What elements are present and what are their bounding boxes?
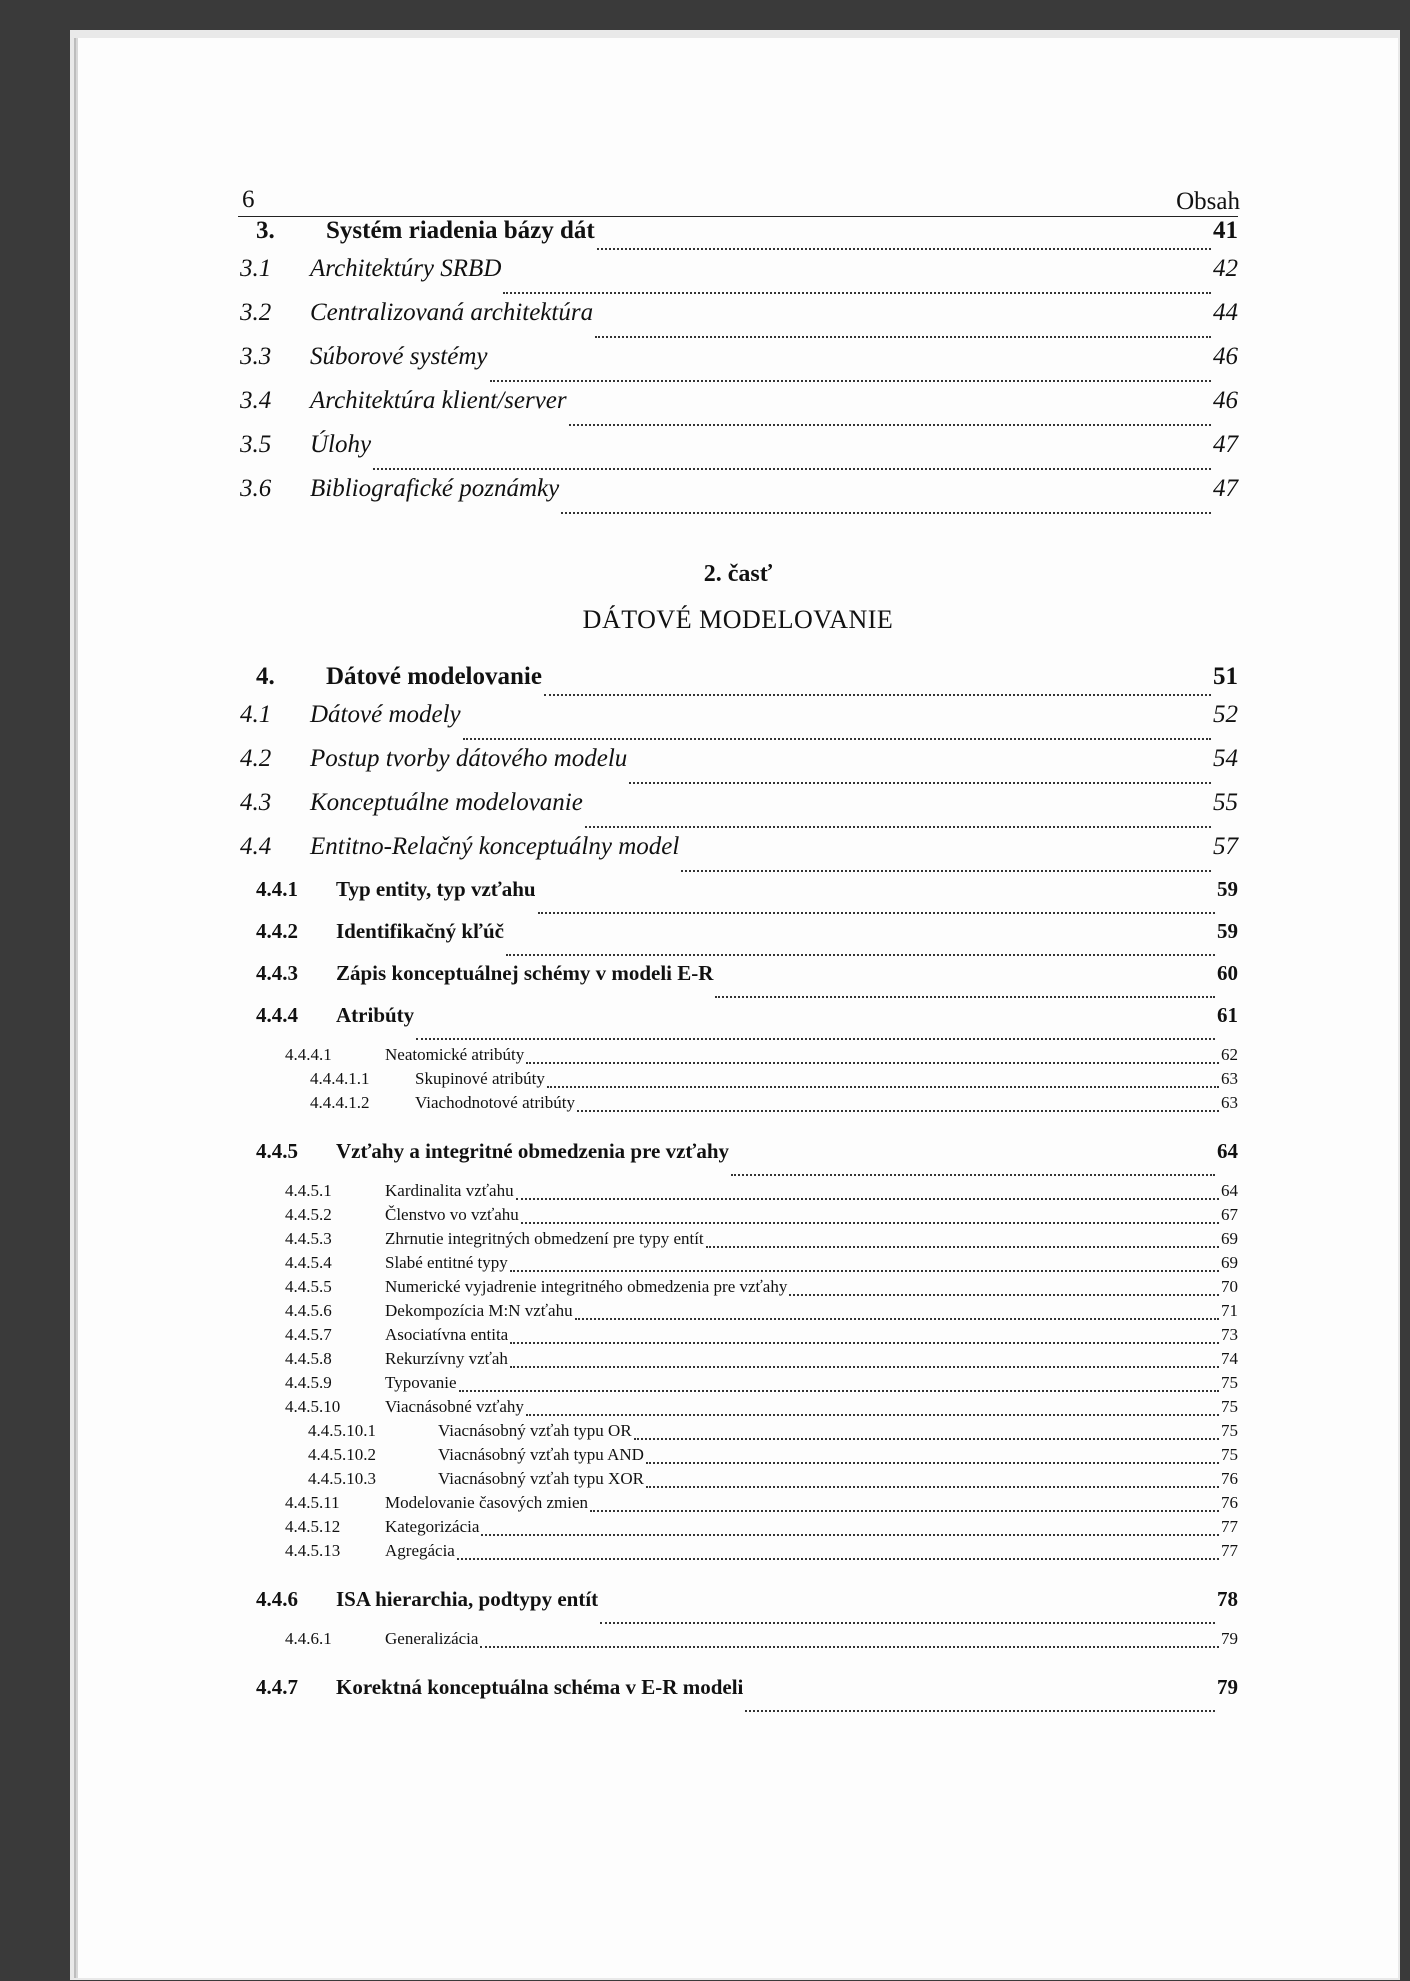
toc-entry-number: 3. bbox=[256, 217, 275, 244]
toc-leader-dots bbox=[600, 1622, 1215, 1624]
toc-entry-page: 70 bbox=[1221, 1277, 1238, 1296]
toc-entry-page: 61 bbox=[1217, 1003, 1238, 1027]
toc-entry-number: 4.4.5.2 bbox=[285, 1205, 332, 1224]
toc-leader-dots bbox=[561, 512, 1211, 514]
toc-leader-dots bbox=[373, 468, 1211, 470]
toc-entry-number: 3.2 bbox=[240, 299, 272, 326]
toc-leader-dots bbox=[681, 870, 1211, 872]
toc-entry-title: Viacnásobný vzťah typu AND bbox=[438, 1445, 644, 1464]
toc-leader-dots bbox=[510, 1342, 1219, 1344]
toc-entry-page: 57 bbox=[1213, 833, 1238, 860]
toc-entry-title: Neatomické atribúty bbox=[385, 1045, 525, 1064]
toc-entry-page: 46 bbox=[1213, 343, 1238, 370]
toc-entry[interactable] bbox=[238, 1139, 1238, 1181]
toc-entry-number: 4.4.2 bbox=[256, 919, 298, 943]
toc-entry[interactable] bbox=[238, 919, 1238, 961]
toc-entry[interactable] bbox=[238, 1469, 1238, 1493]
toc-entry-page: 71 bbox=[1221, 1301, 1238, 1320]
part-heading bbox=[238, 561, 1238, 663]
toc-entry-title: Kategorizácia bbox=[385, 1517, 480, 1536]
toc-entry[interactable] bbox=[238, 1421, 1238, 1445]
toc-entry-page: 76 bbox=[1221, 1469, 1238, 1488]
toc-entry-number: 4.4.5.9 bbox=[285, 1373, 332, 1392]
toc-entry-number: 4.4.5.7 bbox=[285, 1325, 332, 1344]
toc-entry-number: 4.4.5.6 bbox=[285, 1301, 332, 1320]
toc-leader-dots bbox=[547, 1086, 1219, 1088]
page-header bbox=[238, 180, 1238, 217]
toc-entry-number: 4.4.5.5 bbox=[285, 1277, 332, 1296]
toc-leader-dots bbox=[575, 1318, 1219, 1320]
toc-leader-dots bbox=[463, 738, 1211, 740]
toc-entry[interactable] bbox=[238, 1517, 1238, 1541]
toc-leader-dots bbox=[480, 1646, 1219, 1648]
toc-entry-title: Numerické vyjadrenie integritného obmedzenia pre vzťahy bbox=[385, 1277, 788, 1296]
toc-entry-page: 51 bbox=[1213, 663, 1238, 690]
toc-entry-number: 3.5 bbox=[240, 431, 272, 458]
toc-entry[interactable] bbox=[238, 1445, 1238, 1469]
toc-entry[interactable] bbox=[238, 745, 1238, 789]
toc-entry-title: Vzťahy a integritné obmedzenia pre vzťahy bbox=[336, 1139, 730, 1163]
toc-entry-page: 63 bbox=[1221, 1069, 1238, 1088]
toc-entry[interactable] bbox=[238, 1093, 1238, 1117]
toc-entry-title: Entitno-Relačný konceptuálny model bbox=[310, 833, 680, 860]
toc-entry-title: Viacnásobný vzťah typu XOR bbox=[438, 1469, 644, 1488]
toc-leader-dots bbox=[731, 1174, 1215, 1176]
toc-entry[interactable] bbox=[238, 1277, 1238, 1301]
toc-entry-title: Dátové modelovanie bbox=[326, 663, 542, 690]
toc-entry-title: Úlohy bbox=[310, 431, 372, 458]
toc-entry[interactable] bbox=[238, 1301, 1238, 1325]
toc-leader-dots bbox=[595, 336, 1211, 338]
toc-entry-page: 59 bbox=[1217, 877, 1238, 901]
toc-entry-title: Generalizácia bbox=[385, 1629, 479, 1648]
toc-entry-number: 4.4.4.1.1 bbox=[310, 1069, 370, 1088]
toc-entry-number: 4.4.5.13 bbox=[285, 1541, 341, 1560]
toc-entry-page: 69 bbox=[1221, 1253, 1238, 1272]
toc-entry-page: 47 bbox=[1213, 475, 1238, 502]
toc-entry-number: 4.4.3 bbox=[256, 961, 298, 985]
toc-entry[interactable] bbox=[238, 663, 1238, 701]
toc-entry-page: 60 bbox=[1217, 961, 1238, 985]
toc-entry-title: Atribúty bbox=[336, 1003, 415, 1027]
toc-leader-dots bbox=[590, 1510, 1219, 1512]
toc-entry-number: 4.4.5 bbox=[256, 1139, 298, 1163]
toc-entry[interactable] bbox=[238, 431, 1238, 475]
toc-entry-title: Typ entity, typ vzťahu bbox=[336, 877, 536, 901]
toc-entry-title: ISA hierarchia, podtypy entít bbox=[336, 1587, 599, 1611]
toc-entry-page: 64 bbox=[1221, 1181, 1238, 1200]
toc-entry-number: 4.4.5.8 bbox=[285, 1349, 332, 1368]
toc-entry-page: 75 bbox=[1221, 1373, 1238, 1392]
toc-leader-dots bbox=[521, 1222, 1219, 1224]
toc-entry-title: Identifikačný kľúč bbox=[336, 919, 504, 943]
toc-entry-page: 75 bbox=[1221, 1421, 1238, 1440]
toc-entry-number: 4.4.7 bbox=[256, 1675, 298, 1699]
toc-entry-title: Agregácia bbox=[385, 1541, 455, 1560]
toc-entry-page: 63 bbox=[1221, 1093, 1238, 1112]
toc-entry-number: 3.3 bbox=[240, 343, 272, 370]
toc-entry[interactable] bbox=[238, 1181, 1238, 1205]
toc-gap bbox=[238, 1565, 1238, 1587]
toc-entry-title: Postup tvorby dátového modelu bbox=[310, 745, 628, 772]
toc-entry-page: 75 bbox=[1221, 1397, 1238, 1416]
toc-entry-number: 4.4.1 bbox=[256, 877, 298, 901]
toc-leader-dots bbox=[457, 1558, 1219, 1560]
toc-entry-page: 42 bbox=[1213, 255, 1238, 282]
toc-leader-dots bbox=[577, 1110, 1219, 1112]
toc-leader-dots bbox=[526, 1414, 1219, 1416]
toc-entry[interactable] bbox=[238, 387, 1238, 431]
toc-gap bbox=[238, 1653, 1238, 1675]
page-number: 6 bbox=[242, 186, 255, 213]
toc-entry[interactable] bbox=[238, 1229, 1238, 1253]
toc-entry-page: 79 bbox=[1221, 1629, 1238, 1648]
toc-entry[interactable] bbox=[238, 475, 1238, 519]
toc-entry-page: 73 bbox=[1221, 1325, 1238, 1344]
toc-entry-number: 4.4.5.11 bbox=[285, 1493, 340, 1512]
toc-entry-page: 77 bbox=[1221, 1517, 1238, 1536]
toc-leader-dots bbox=[715, 996, 1215, 998]
toc-entry-page: 52 bbox=[1213, 701, 1238, 728]
toc-entry[interactable] bbox=[238, 1325, 1238, 1349]
toc-leader-dots bbox=[789, 1294, 1219, 1296]
part-label: 2. časť bbox=[703, 561, 773, 587]
toc-entry-page: 54 bbox=[1213, 745, 1238, 772]
toc-entry[interactable] bbox=[238, 1675, 1238, 1717]
toc-entry-title: Dekompozícia M:N vzťahu bbox=[385, 1301, 573, 1320]
toc-leader-dots bbox=[416, 1038, 1215, 1040]
toc-entry-title: Dátové modely bbox=[310, 701, 461, 728]
toc-leader-dots bbox=[481, 1534, 1219, 1536]
toc-entry-number: 4.1 bbox=[240, 701, 272, 728]
toc-entry-number: 4.4.6 bbox=[256, 1587, 298, 1611]
toc-entry-page: 76 bbox=[1221, 1493, 1238, 1512]
toc-entry[interactable] bbox=[238, 217, 1238, 255]
toc-leader-dots bbox=[526, 1062, 1219, 1064]
toc-entry[interactable] bbox=[238, 1587, 1238, 1629]
toc-entry-title: Kardinalita vzťahu bbox=[385, 1181, 514, 1200]
toc-entry-number: 4.4.5.10 bbox=[285, 1397, 341, 1416]
toc-entry-page: 47 bbox=[1213, 431, 1238, 458]
toc-entry-number: 4.3 bbox=[240, 789, 272, 816]
toc-leader-dots bbox=[634, 1438, 1219, 1440]
toc-entry-number: 4.4.5.10.2 bbox=[308, 1445, 376, 1464]
toc-leader-dots bbox=[646, 1486, 1219, 1488]
toc-entry[interactable] bbox=[238, 255, 1238, 299]
toc-entry-number: 4.4 bbox=[240, 833, 272, 860]
toc-entry-number: 3.6 bbox=[240, 475, 272, 502]
toc-leader-dots bbox=[516, 1198, 1219, 1200]
toc-entry-page: 74 bbox=[1221, 1349, 1238, 1368]
toc-entry[interactable] bbox=[238, 1205, 1238, 1229]
toc-entry-title: Slabé entitné typy bbox=[385, 1253, 508, 1272]
toc-entry-number: 4.4.5.10.1 bbox=[308, 1421, 376, 1440]
toc-entry-page: 78 bbox=[1217, 1587, 1238, 1611]
toc-entry-number: 4. bbox=[256, 663, 275, 690]
toc-entry[interactable] bbox=[238, 299, 1238, 343]
toc-leader-dots bbox=[510, 1270, 1219, 1272]
toc-leader-dots bbox=[585, 826, 1211, 828]
toc-entry-title: Systém riadenia bázy dát bbox=[326, 217, 595, 244]
toc-entry-title: Centralizovaná architektúra bbox=[310, 299, 594, 326]
toc-entry-page: 55 bbox=[1213, 789, 1238, 816]
toc-entry-page: 79 bbox=[1217, 1675, 1238, 1699]
toc-entry[interactable] bbox=[238, 1003, 1238, 1045]
toc-entry[interactable] bbox=[238, 1493, 1238, 1517]
toc-gap bbox=[238, 1117, 1238, 1139]
toc-leader-dots bbox=[629, 782, 1211, 784]
toc-entry-title: Konceptuálne modelovanie bbox=[310, 789, 583, 816]
toc-entry[interactable] bbox=[238, 1069, 1238, 1093]
toc-leader-dots bbox=[745, 1710, 1215, 1712]
toc-entry[interactable] bbox=[238, 789, 1238, 833]
toc-entry-title: Typovanie bbox=[385, 1373, 457, 1392]
toc-content bbox=[238, 180, 1238, 1717]
toc-entry-title: Modelovanie časových zmien bbox=[385, 1493, 588, 1512]
toc-part2 bbox=[238, 663, 1238, 1717]
toc-entry-number: 4.4.5.10.3 bbox=[308, 1469, 376, 1488]
toc-entry-title: Zápis konceptuálnej schémy v modeli E-R bbox=[336, 961, 714, 985]
toc-leader-dots bbox=[597, 248, 1211, 250]
toc-entry[interactable] bbox=[238, 1045, 1238, 1069]
toc-entry-title: Zhrnutie integritných obmedzení pre typy entít bbox=[385, 1229, 704, 1248]
toc-leader-dots bbox=[506, 954, 1215, 956]
toc-entry-title: Asociatívna entita bbox=[385, 1325, 509, 1344]
toc-leader-dots bbox=[503, 292, 1211, 294]
toc-entry[interactable] bbox=[238, 1253, 1238, 1277]
toc-entry-title: Rekurzívny vzťah bbox=[385, 1349, 508, 1368]
toc-entry-title: Bibliografické poznámky bbox=[310, 475, 560, 502]
toc-entry-number: 4.4.4 bbox=[256, 1003, 298, 1027]
toc-entry-title: Architektúry SRBD bbox=[310, 255, 502, 282]
toc-entry[interactable] bbox=[238, 1629, 1238, 1653]
toc-entry-title: Korektná konceptuálna schéma v E-R modeli bbox=[336, 1675, 744, 1699]
toc-entry[interactable] bbox=[238, 1349, 1238, 1373]
toc-leader-dots bbox=[569, 424, 1211, 426]
toc-entry-number: 4.4.4.1 bbox=[285, 1045, 332, 1064]
toc-leader-dots bbox=[510, 1366, 1219, 1368]
toc-entry-number: 3.1 bbox=[240, 255, 272, 282]
toc-entry-title: Viacnásobný vzťah typu OR bbox=[438, 1421, 632, 1440]
toc-entry[interactable] bbox=[238, 1373, 1238, 1397]
toc-leader-dots bbox=[459, 1390, 1219, 1392]
toc-entry-page: 62 bbox=[1221, 1045, 1238, 1064]
toc-entry-page: 77 bbox=[1221, 1541, 1238, 1560]
toc-entry[interactable] bbox=[238, 961, 1238, 1003]
toc-entry-number: 3.4 bbox=[240, 387, 272, 414]
toc-entry-page: 64 bbox=[1217, 1139, 1238, 1163]
toc-entry[interactable] bbox=[238, 1397, 1238, 1421]
toc-leader-dots bbox=[646, 1462, 1219, 1464]
toc-leader-dots bbox=[490, 380, 1212, 382]
toc-entry-page: 67 bbox=[1221, 1205, 1238, 1224]
toc-leader-dots bbox=[706, 1246, 1219, 1248]
toc-entry[interactable] bbox=[238, 833, 1238, 877]
toc-entry-page: 69 bbox=[1221, 1229, 1238, 1248]
toc-entry-page: 59 bbox=[1217, 919, 1238, 943]
toc-entry-title: Viacnásobné vzťahy bbox=[385, 1397, 524, 1416]
toc-entry-number: 4.4.5.12 bbox=[285, 1517, 341, 1536]
toc-entry-number: 4.2 bbox=[240, 745, 272, 772]
toc-part1 bbox=[238, 217, 1238, 519]
running-head: Obsah bbox=[1176, 188, 1240, 215]
toc-entry-title: Členstvo vo vzťahu bbox=[385, 1205, 519, 1224]
toc-entry-title: Viachodnotové atribúty bbox=[415, 1093, 575, 1112]
toc-entry[interactable] bbox=[238, 877, 1238, 919]
toc-entry-number: 4.4.6.1 bbox=[285, 1629, 332, 1648]
toc-entry-page: 41 bbox=[1213, 217, 1238, 244]
toc-entry-number: 4.4.5.3 bbox=[285, 1229, 332, 1248]
toc-entry-number: 4.4.4.1.2 bbox=[310, 1093, 370, 1112]
toc-entry[interactable] bbox=[238, 1541, 1238, 1565]
toc-entry-title: Architektúra klient/server bbox=[310, 387, 567, 414]
toc-entry-page: 46 bbox=[1213, 387, 1238, 414]
toc-entry[interactable] bbox=[238, 343, 1238, 387]
toc-entry-page: 44 bbox=[1213, 299, 1238, 326]
toc-entry-page: 75 bbox=[1221, 1445, 1238, 1464]
toc-entry-title: Skupinové atribúty bbox=[415, 1069, 545, 1088]
toc-entry-number: 4.4.5.4 bbox=[285, 1253, 332, 1272]
toc-leader-dots bbox=[538, 912, 1215, 914]
toc-entry-title: Súborové systémy bbox=[310, 343, 488, 370]
toc-entry-number: 4.4.5.1 bbox=[285, 1181, 332, 1200]
part-title: DÁTOVÉ MODELOVANIE bbox=[582, 605, 894, 634]
toc-leader-dots bbox=[544, 694, 1211, 696]
toc-entry[interactable] bbox=[238, 701, 1238, 745]
